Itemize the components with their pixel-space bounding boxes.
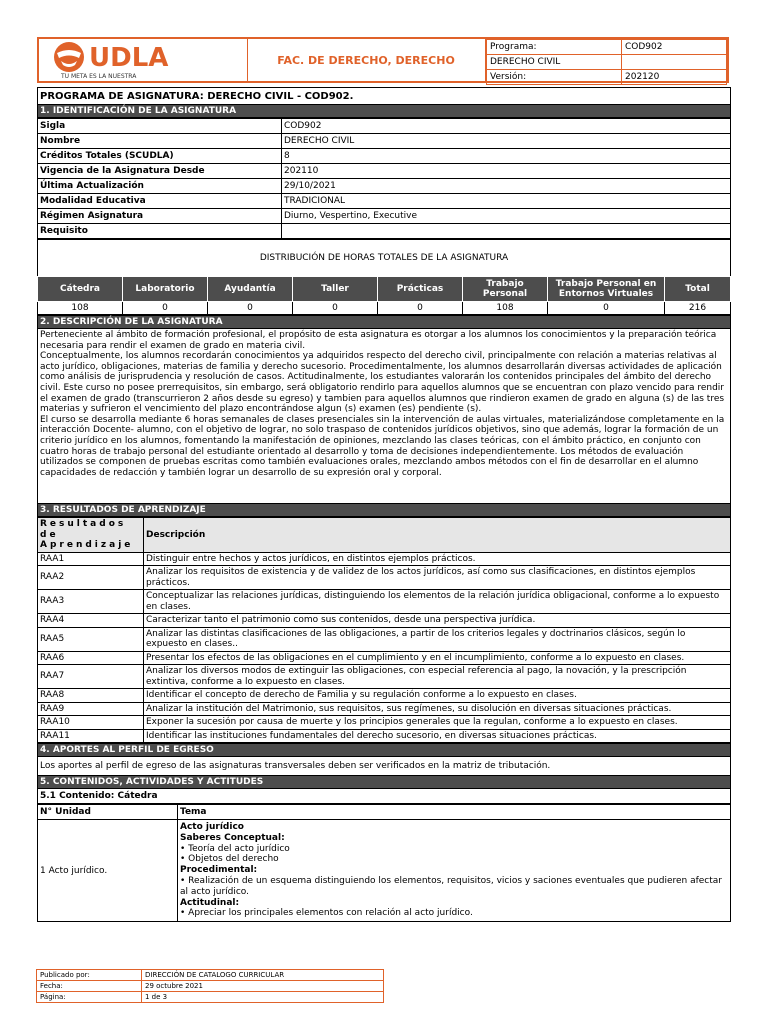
description-section [37,315,731,517]
footer-label: Página: [37,992,142,1003]
description-text [38,329,731,504]
id-row [38,134,731,149]
hours-value: 108 [463,302,548,315]
header-info-row [487,40,727,55]
header-info-row [487,70,727,85]
table-row [38,590,731,614]
raa-col-desc: Descripción [144,518,731,553]
section-4-title: 4. APORTES AL PERFIL DE EGRESO [38,744,731,757]
raa-code: RAA1 [38,552,144,566]
info-label: Versión: [487,70,622,85]
info-value: COD902 [622,40,727,55]
id-value [282,224,731,239]
unit-topic [178,820,731,922]
identification-table [37,118,731,239]
hours-title: DISTRIBUCIÓN DE HORAS TOTALES DE LA ASIGNATURA [38,240,731,277]
header-info [486,39,727,85]
info-value: 202120 [622,70,727,85]
udla-logo-icon [39,39,245,81]
hours-header: Trabajo Personal en Entornos Virtuales [548,277,665,302]
raa-code: RAA5 [38,627,144,651]
profile-text: Los aportes al perfil de egreso de las asignaturas transversales deben ser verificados en la matriz de tributación. [38,757,731,776]
topic-title: Acto jurídico [180,822,244,832]
list-item: • Objetos del derecho [180,854,279,865]
id-value: COD902 [282,119,731,134]
raa-desc: Analizar los diversos modos de extinguir las obligaciones, con especial referencia al pago, la novación, y la prescripción extintiva, conforme a lo expuesto en clases. [144,665,731,689]
hours-table [37,276,731,315]
raa-desc: Analizar la institución del Matrimonio, sus requisitos, sus regímenes, su disolución en diversas situaciones prácticas. [144,702,731,716]
id-label: Modalidad Educativa [38,194,282,209]
id-label: Régimen Asignatura [38,209,282,224]
id-value: DERECHO CIVIL [282,134,731,149]
info-label: Programa: [487,40,622,55]
hours-value: 0 [293,302,378,315]
raa-desc: Analizar las distintas clasificaciones de las obligaciones, a partir de los criterios legales y doctrinarios clásicos, según lo expuesto en clases.. [144,627,731,651]
raa-code: RAA3 [38,590,144,614]
section-5-subtitle: 5.1 Contenido: Cátedra [38,789,731,804]
id-label: Nombre [38,134,282,149]
description-paragraph: El curso se desarrolla mediante 6 horas semanales de clases presenciales sin la intervención de aulas virtuales, materializándose completamente en la interacción Docente- alumno, con el objetivo de lograr, no solo traspaso de contenidos jurídicos objetivos, sino que además, lograr la formación de un criterio jurídico en los alumnos, fomentando la manifestación de opiniones, mezclando las clases teóricas, con el ámbito práctico, en conjunto con cuatro horas de trabajo personal del estudiante orientado al desarrollo y toma de decisiones independientemente. Los métodos de evaluación utilizados se componen de pruebas escritas como también evaluaciones orales, mezclando ambos métodos con el fin de desarrollar en el alumno capacidades de redacción y también lograr un desarrollo de su expresión oral y corporal. [40,414,725,478]
faculty-title: FAC. DE DERECHO, DERECHO [247,39,486,81]
raa-desc: Distinguir entre hechos y actos jurídicos, en distintos ejemplos prácticos. [144,552,731,566]
id-row [38,164,731,179]
table-row [38,716,731,730]
raa-desc: Identificar las instituciones fundamentales del derecho sucesorio, en diversas situaciones prácticas. [144,729,731,743]
hours-value: 108 [38,302,123,315]
id-label: Vigencia de la Asignatura Desde [38,164,282,179]
list-item: • Teoría del acto jurídico [180,843,290,854]
id-row [38,194,731,209]
raa-code: RAA11 [38,729,144,743]
table-row [38,702,731,716]
hours-block [37,239,731,276]
id-row [38,119,731,134]
svg-text:TU META ES LA NUESTRA: TU META ES LA NUESTRA [61,73,137,80]
footer-row [37,981,384,992]
hours-header: Cátedra [38,277,123,302]
unit-name: 1 Acto jurídico. [38,820,178,922]
id-value: 202110 [282,164,731,179]
table-row [38,689,731,703]
table-row [38,566,731,590]
hours-value: 0 [378,302,463,315]
udla-logo [39,39,248,81]
hours-header: Ayudantía [208,277,293,302]
hours-value: 0 [548,302,665,315]
section-3-title: 3. RESULTADOS DE APRENDIZAJE [38,504,731,517]
document-header [37,37,729,83]
hours-header: Trabajo Personal [463,277,548,302]
raa-code: RAA9 [38,702,144,716]
procedimental-label: Procedimental: [180,865,258,876]
content-table [37,804,731,922]
content-col-topic: Tema [178,805,731,820]
id-value: Diurno, Vespertino, Executive [282,209,731,224]
raa-col-code: Resultados de Aprendizaje [38,518,144,553]
hours-value: 0 [123,302,208,315]
table-row [38,651,731,665]
footer-row [37,992,384,1003]
id-value: 8 [282,149,731,164]
table-row [38,627,731,651]
list-item: • Realización de un esquema distinguiendo los elementos, requisitos, vicios y saciones eventuales que pudieren afectar al acto jurídico. [180,875,722,897]
id-label: Créditos Totales (SCUDLA) [38,149,282,164]
hours-header: Prácticas [378,277,463,302]
raa-code: RAA6 [38,651,144,665]
raa-code: RAA2 [38,566,144,590]
document-body [37,87,731,922]
raa-desc: Exponer la sucesión por causa de muerte y los principios generales que la regulan, conforme a lo expuesto en clases. [144,716,731,730]
list-item: • Apreciar los principales elementos con relación al acto jurídico. [180,908,473,919]
id-label: Última Actualización [38,179,282,194]
actitudinal-label: Actitudinal: [180,897,240,908]
footer-value: DIRECCIÓN DE CATALOGO CURRICULAR [142,970,384,981]
raa-desc: Conceptualizar las relaciones jurídicas, distinguiendo los elementos de la relación jurídica obligacional, conforme a lo expuesto en clases. [144,590,731,614]
footer-row [37,970,384,981]
raa-code: RAA7 [38,665,144,689]
id-row [38,209,731,224]
raa-code: RAA10 [38,716,144,730]
raa-desc: Caracterizar tanto el patrimonio como sus contenidos, desde una perspectiva jurídica. [144,614,731,628]
learning-outcomes-table [37,517,731,743]
raa-desc: Analizar los requisitos de existencia y de validez de los actos jurídicos, así como sus clasificaciones, en distintos ejemplos prácticos. [144,566,731,590]
footer-label: Fecha: [37,981,142,992]
id-value: 29/10/2021 [282,179,731,194]
footer-label: Publicado por: [37,970,142,981]
header-info-row [487,55,727,70]
raa-code: RAA8 [38,689,144,703]
id-row [38,224,731,239]
id-value: TRADICIONAL [282,194,731,209]
hours-header: Laboratorio [123,277,208,302]
document-footer [36,969,384,1003]
description-paragraph: Conceptualmente, los alumnos recordarán conocimientos ya adquiridos respecto del derecho civil, principalmente con relación a materias relativas al acto jurídico, obligaciones, materias de familia y derecho sucesorio. Procedimentalmente, los alumnos desarrollarán diversas actividades de aplicación como análisis de jurisprudencia y resolución de casos. Actitudinalmente, los estudiantes valorarán los contenidos principales del ámbito del derecho civil. Este curso no posee prerrequisitos, sin embargo, será obligatorio rendirlo para aquellos alumnos que se encuentran con plazo vencido para rendir el examen de grado (transcurrieron 2 años desde su egreso) y tambien para aquellos alumnos que rindieron examen de grado en alguna (s) de las tres materias y sufrieron el vencimiento del plazo encontrándose algun (s) examen (es) pendiente (s). [40,351,725,415]
info-label: DERECHO CIVIL [487,55,622,70]
profile-section [37,743,731,804]
section-5-title: 5. CONTENIDOS, ACTIVIDADES Y ACTITUDES [38,776,731,789]
id-label: Requisito [38,224,282,239]
raa-desc: Identificar el concepto de derecho de Familia y su regulación conforme a lo expuesto en clases. [144,689,731,703]
table-row [38,552,731,566]
program-title: PROGRAMA DE ASIGNATURA: DERECHO CIVIL - COD902. [38,88,731,105]
section-2-title: 2. DESCRIPCIÓN DE LA ASIGNATURA [38,316,731,329]
table-row [38,729,731,743]
id-row [38,149,731,164]
id-label: Sigla [38,119,282,134]
id-row [38,179,731,194]
section-1-title: 1. IDENTIFICACIÓN DE LA ASIGNATURA [38,105,731,118]
table-row [38,665,731,689]
hours-value: 0 [208,302,293,315]
svg-text:UDLA: UDLA [89,43,169,73]
hours-header: Total [665,277,731,302]
hours-header: Taller [293,277,378,302]
table-row [38,614,731,628]
conceptual-label: Saberes Conceptual: [180,832,285,843]
info-value [622,55,727,70]
hours-value: 216 [665,302,731,315]
raa-code: RAA4 [38,614,144,628]
footer-value: 29 octubre 2021 [142,981,384,992]
footer-value: 1 de 3 [142,992,384,1003]
content-col-unit: N° Unidad [38,805,178,820]
table-row [38,820,731,922]
description-paragraph: Perteneciente al ámbito de formación profesional, el propósito de esta asignatura es otorgar a los alumnos los conocimientos y la preparación teórica necesaria para rendir el examen de grado en materia civil. [40,330,717,351]
raa-desc: Presentar los efectos de las obligaciones en el cumplimiento y en el incumplimiento, conforme a lo expuesto en clases. [144,651,731,665]
